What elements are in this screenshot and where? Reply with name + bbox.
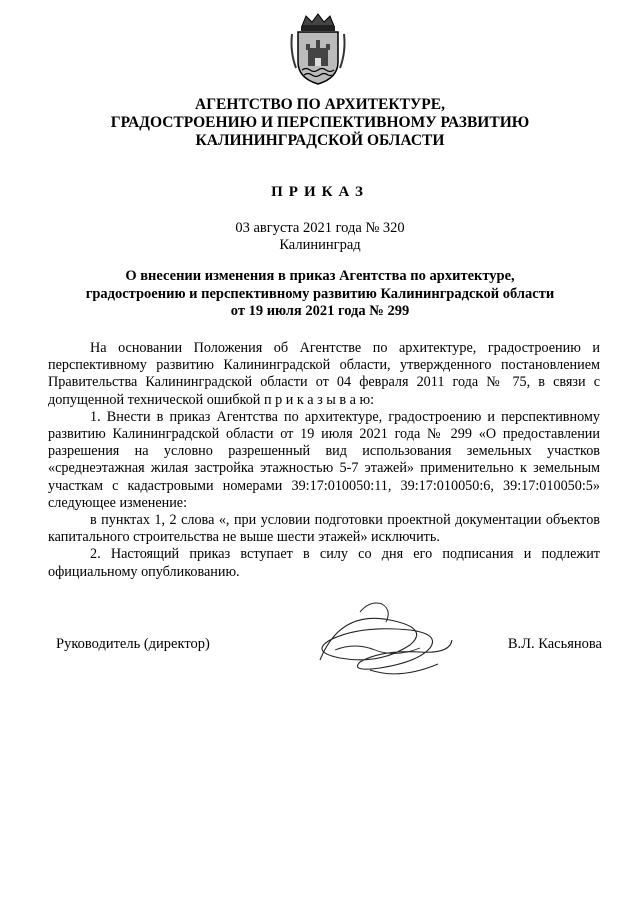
agency-line-2: ГРАДОСТРОЕНИЮ И ПЕРСПЕКТИВНОМУ РАЗВИТИЮ (110, 114, 530, 131)
agency-line-1: АГЕНТСТВО ПО АРХИТЕКТУРЕ, (195, 96, 445, 113)
order-body (48, 340, 600, 581)
subject-line-1: О внесении изменения в приказ Агентства по архитектуре, (125, 268, 515, 284)
order-subject (60, 268, 580, 321)
signatory-position: Руководитель (директор) (56, 636, 210, 652)
order-date-block (0, 220, 640, 254)
order-title: ПРИКАЗ (271, 184, 369, 200)
agency-line-3: КАЛИНИНГРАДСКОЙ ОБЛАСТИ (195, 132, 445, 149)
subject-line-3: от 19 июля 2021 года № 299 (230, 303, 410, 319)
handwritten-signature-icon (300, 590, 460, 690)
agency-name (0, 96, 640, 150)
body-intro: На основании Положения об Агентстве по архитектуре, градостроению и перспективному развитию Калининградской области, утвержденного постановлением Правительства Калининградской области от 04 февраля 2011 года № 75, в связи с допущенной технической ошибкой п р и к а з ы в а ю: (48, 340, 600, 408)
subject-line-2: градостроению и перспективному развитию Калининградской области (85, 285, 555, 302)
body-item-2: 2. Настоящий приказ вступает в силу со дня его подписания и подлежит официальному опубликованию. (48, 546, 600, 580)
order-date-number: 03 августа 2021 года № 320 (235, 220, 405, 236)
body-item-1: 1. Внести в приказ Агентства по архитектуре, градостроению и перспективному развитию Калининградской области от 19 июля 2021 года № 299 «О предоставлении разрешения на условно разрешенный вид использования земельных участков «среднеэтажная жилая застройка этажностью 5-7 этажей» применительно к земельным участкам с кадастровыми номерами 39:17:010050:11, 39:17:010050:6, 39:17:010050:5» следующее изменение: (48, 408, 600, 511)
signatory-name: В.Л. Касьянова (507, 636, 602, 652)
body-item-1-detail: в пунктах 1, 2 слова «, при условии подготовки проектной документации объектов капитального строительства не выше шести этажей» исключить. (48, 512, 600, 546)
order-city: Калининград (279, 237, 361, 253)
coat-of-arms-icon (288, 12, 348, 88)
